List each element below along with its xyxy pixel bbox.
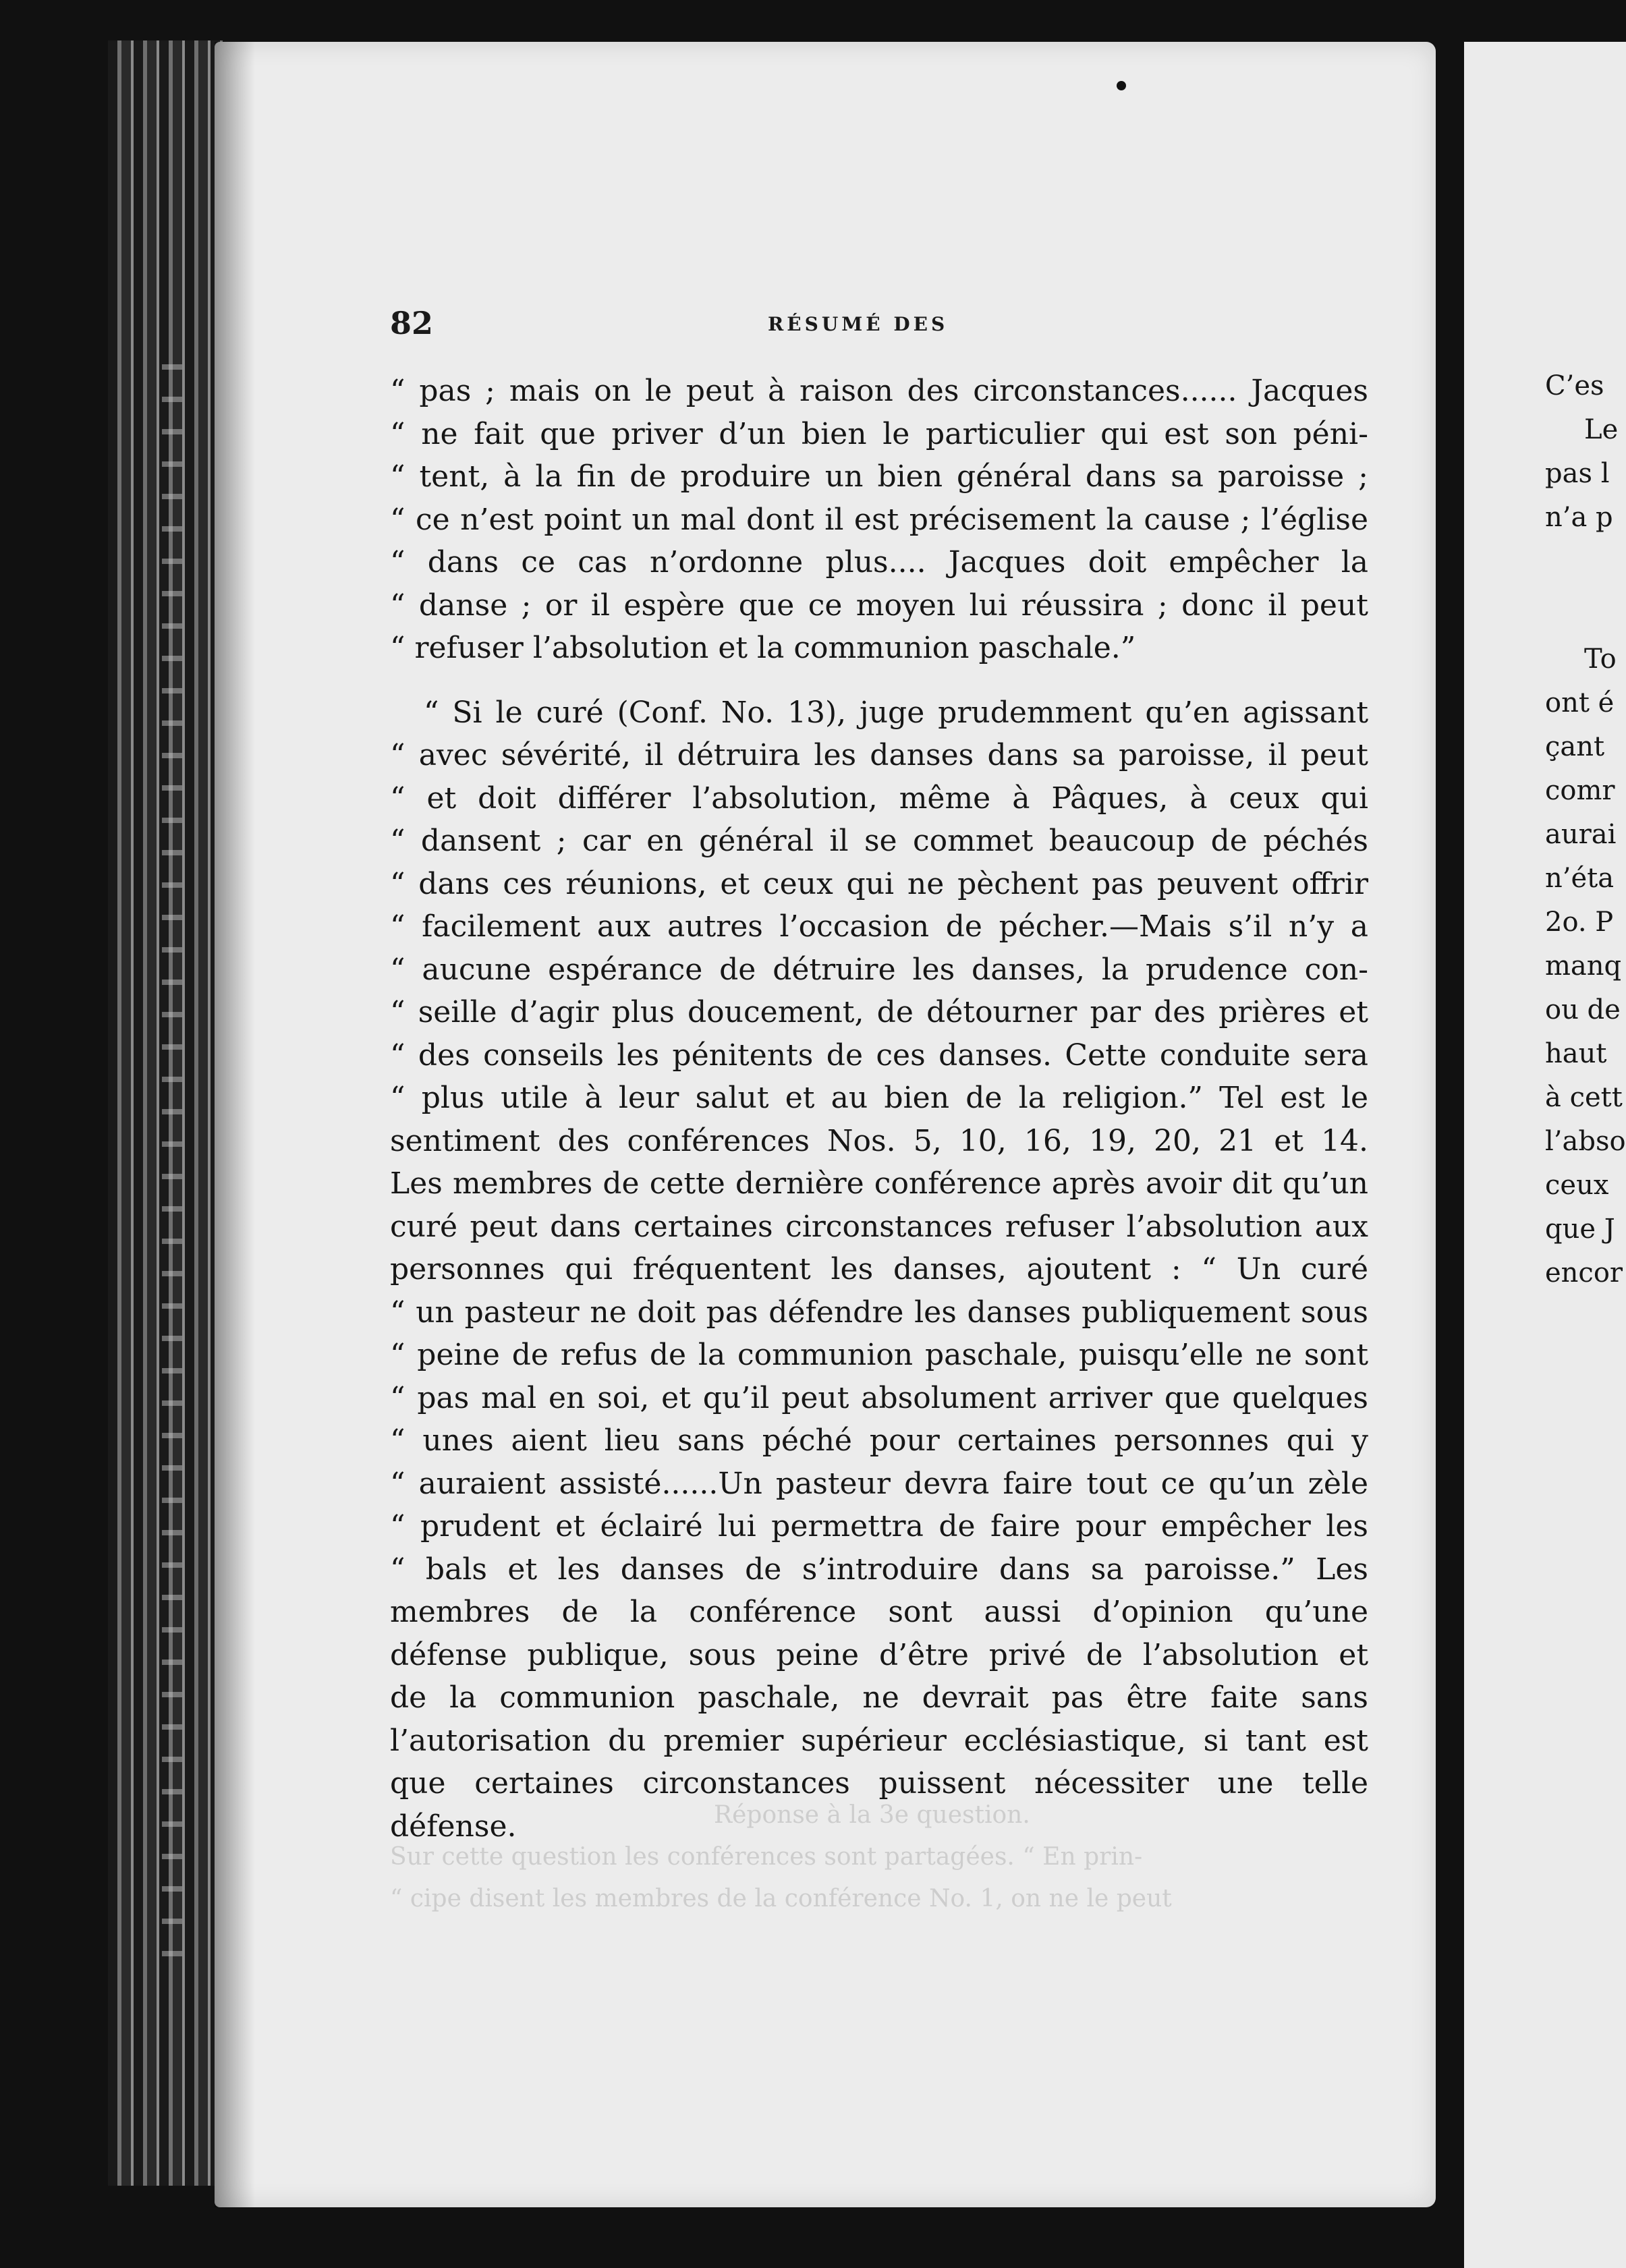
text-line: “ danse ; or il espère que ce moyen lui réussira ; donc il peut	[390, 588, 1368, 623]
facing-page-line: pas l	[1545, 458, 1610, 489]
bleed-through-text	[390, 1794, 1368, 1920]
text-line: de la communion paschale, ne devrait pas être faite sans	[390, 1680, 1368, 1715]
text-line: “ dans ces réunions, et ceux qui ne pèchent pas peuvent offrir	[390, 866, 1368, 901]
facing-page-line: ceux	[1545, 1170, 1609, 1201]
text-line: personnes qui fréquentent les danses, ajoutent : “ Un curé	[390, 1252, 1368, 1286]
bleed-through-line: Réponse à la 3e question.	[714, 1801, 1030, 1829]
text-line: “ ne fait que priver d’un bien le particulier qui est son péni-	[390, 416, 1368, 451]
text-line: curé peut dans certaines circonstances refuser l’absolution aux	[390, 1209, 1368, 1244]
text-line: l’autorisation du premier supérieur ecclésiastique, si tant est	[390, 1723, 1368, 1758]
text-line: que certaines circonstances puissent nécessiter une telle	[390, 1766, 1368, 1801]
text-line: “ aucune espérance de détruire les danses, la prudence con-	[390, 952, 1368, 987]
text-line: Les membres de cette dernière conférence après avoir dit qu’un	[390, 1166, 1368, 1201]
facing-page-line: ont é	[1545, 687, 1615, 718]
facing-page-line: manq	[1545, 951, 1622, 982]
facing-page-line: n’a p	[1545, 502, 1613, 533]
bleed-through-line: “ cipe disent les membres de la conférence No. 1, on ne le peut	[390, 1885, 1172, 1912]
text-line: “ peine de refus de la communion paschale, puisqu’elle ne sont	[390, 1338, 1368, 1372]
facing-page-line: que J	[1545, 1214, 1615, 1245]
text-line: membres de la conférence sont aussi d’opinion qu’une	[390, 1595, 1368, 1629]
text-line: sentiment des conférences Nos. 5, 10, 16, 19, 20, 21 et 14.	[390, 1123, 1368, 1158]
text-line: “ seille d’agir plus doucement, de détourner par des prières et	[390, 995, 1368, 1029]
facing-page-line: comr	[1545, 775, 1615, 806]
facing-page	[1464, 42, 1626, 2268]
text-line: “ avec sévérité, il détruira les danses dans sa paroisse, il peut	[390, 738, 1368, 772]
text-line: “ un pasteur ne doit pas défendre les danses publiquement sous	[390, 1295, 1368, 1330]
facing-page-line: à cett	[1545, 1082, 1623, 1113]
page-header	[390, 305, 1368, 345]
paragraph-1	[390, 370, 1368, 670]
text-line: “ tent, à la fin de produire un bien général dans sa paroisse ;	[390, 459, 1368, 494]
text-line: défense.	[390, 1809, 517, 1844]
facing-page-line: encor	[1545, 1257, 1623, 1288]
facing-page-line: 2o. P	[1545, 907, 1614, 938]
text-line: “ pas mal en soi, et qu’il peut absolument arriver que quelques	[390, 1380, 1368, 1415]
paragraph-gap	[390, 670, 1368, 691]
text-line: “ bals et les danses de s’introduire dans sa paroisse.” Les	[390, 1552, 1368, 1587]
facing-page-line: ou de	[1545, 994, 1621, 1025]
text-line: défense publique, sous peine d’être privé de l’absolution et	[390, 1637, 1368, 1672]
gutter-shadow	[215, 42, 255, 2207]
facing-page-line: çant	[1545, 731, 1605, 762]
facing-page-line: haut	[1545, 1038, 1607, 1069]
ink-spot	[1117, 81, 1126, 90]
microfilm-edge-marks	[162, 337, 182, 1956]
text-line: “ unes aient lieu sans péché pour certaines personnes qui y	[390, 1423, 1368, 1458]
page-number: 82	[390, 305, 434, 341]
page-body	[390, 370, 1368, 1848]
text-line: “ auraient assisté......Un pasteur devra faire tout ce qu’un zèle	[390, 1466, 1368, 1501]
paragraph-2	[390, 691, 1368, 1848]
text-line: “ dansent ; car en général il se commet beaucoup de péchés	[390, 824, 1368, 858]
text-line: “ prudent et éclairé lui permettra de faire pour empêcher les	[390, 1509, 1368, 1543]
facing-page-line: Le	[1584, 414, 1619, 445]
facing-page-line: C’es	[1545, 370, 1604, 401]
text-line: “ facilement aux autres l’occasion de pécher.—Mais s’il n’y a	[390, 909, 1368, 944]
text-line: “ Si le curé (Conf. No. 13), juge prudemment qu’en agissant	[424, 695, 1368, 730]
text-line: “ plus utile à leur salut et au bien de la religion.” Tel est le	[390, 1081, 1368, 1115]
text-line: “ refuser l’absolution et la communion paschale.”	[390, 631, 1136, 665]
facing-page-line: To	[1584, 644, 1617, 675]
text-line: “ des conseils les pénitents de ces danses. Cette conduite sera	[390, 1038, 1368, 1073]
text-line: “ et doit différer l’absolution, même à Pâques, à ceux qui	[390, 781, 1368, 816]
running-title: RÉSUMÉ DES	[768, 313, 949, 335]
facing-page-line: aurai	[1545, 819, 1617, 850]
facing-page-line: n’éta	[1545, 863, 1615, 894]
bleed-through-line: Sur cette question les conférences sont partagées. “ En prin-	[390, 1843, 1143, 1871]
text-line: “ pas ; mais on le peut à raison des circonstances...... Jacques	[390, 374, 1368, 408]
text-line: “ ce n’est point un mal dont il est précisement la cause ; l’église	[390, 502, 1368, 537]
text-line: “ dans ce cas n’ordonne plus.... Jacques doit empêcher la	[390, 545, 1368, 579]
facing-page-line: l’abso	[1545, 1126, 1626, 1157]
